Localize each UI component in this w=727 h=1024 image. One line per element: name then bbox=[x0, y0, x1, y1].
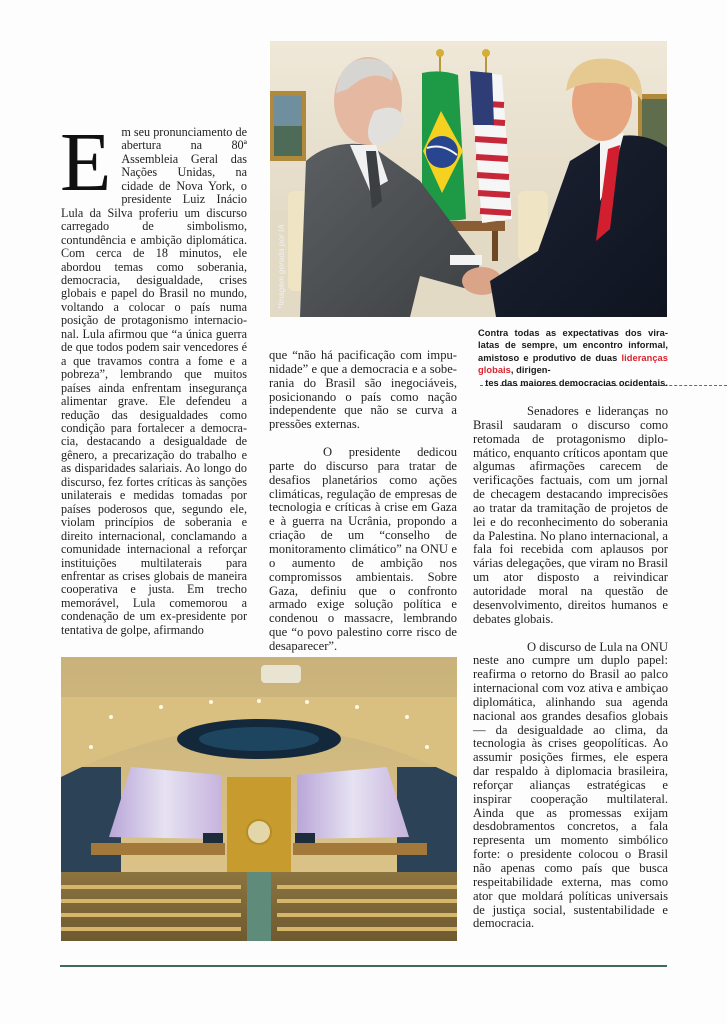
un-assembly-photo bbox=[61, 657, 457, 941]
article-paragraph: O discurso de Lula na ONU neste ano cumpre um duplo papel: reafirma o retorno do Brasil ao palco internacional com voz ativa e ambiçao diplomática, alinhando sua agenda nacional aos grandes desafios globais — da desigualdade ao clima, da tecnologia às crises geopolíticas. Ao assumir posições firmes, ele espera dar respaldo à diplomacia brasileira, reforçar alianças estratégicas e inspirar cooperação multilateral. Ainda que as promessas exijam desdobramentos concretos, a fala representa um momento simbólico forte: o presidente colocou o Brasil não apenas como país que busca respeitabilidade externa, mas como ator que moldará políticas universais de justiça social, sustentabilidade e democracia. bbox=[473, 639, 668, 931]
handshake-photo bbox=[270, 41, 667, 317]
article-paragraph: Senadores e lideranças no Brasil saudaram o discurso como retomada de protagonismo diplomático, enquanto críticos apontam que algumas afirmações carecem de verificações factuais, com um jornal de checagem destacando imprecisões ao tratar da tramitação de projetos de lei e do reconhecimento do soberania da Palestina. No plano internacional, a fala foi recebida com aplausos por várias delegações, que viram no Brasil um ator disposto a reivindicar autoridade moral na questão de desenvolvimento, direitos humanos e debates globais. bbox=[473, 404, 668, 626]
caption-text: Contra todas as expectativas dos vira-latas de sempre, um encontro informal, amistoso e produtivo de duas bbox=[478, 328, 668, 363]
photo-caption bbox=[478, 327, 668, 389]
drop-cap: E bbox=[60, 116, 112, 209]
article-column-3 bbox=[473, 405, 668, 931]
un-emblem bbox=[247, 820, 271, 844]
caption-text: , dirigen- bbox=[510, 365, 551, 376]
article-paragraph: que “não há pacificação com impunidade” e que a democracia e a soberania do Brasil são inegociáveis, posicionando o país como nação independente que não se curva a pressões externas. bbox=[269, 348, 457, 432]
photo-credit: *Imagem gerada por IA bbox=[277, 224, 286, 309]
caption-last-line: tes das maiores democracias ocidentais. bbox=[485, 377, 668, 388]
article-paragraph bbox=[60, 116, 247, 637]
painting-left bbox=[270, 91, 306, 161]
paragraph-text: m seu pronunciamento de abertura na 80ª Assembleia Geral das Nações Unidas, na cidade de Nova York, o presidente Luiz Inácio Lula da Silva proferiu um discurso carregado de simbolismo, contundência e ambição diplomática. Com cerca de 18 minutos, ele abordou temas como soberania, democracia, desigualdade, crises globais e papel do Brasil no mundo, voltando a colocar o país numa posição de protagonismo internacional. Lula afirmou que “a única guerra de que todos podem sair vencedores é a que travamos contra a fome e a pobreza”, lembrando que muitos países ainda enfrentam insegurança alimentar grave. Ele defendeu a redução das desigualdades como condição para fortalecer a democracia, destacando a desigualdade de gênero, a precarização do trabalho e as disparidades salariais. Ao longo do discurso, fez fortes críticas às sanções unilaterais e medidas tomadas por países poderosos que, segundo ele, violam princípios de soberania e direito internacional, conclamando a comunidade internacional a reforçar instituições multilaterais para enfrentar as crises globais de maneira cooperativa e justa. Em trecho memorável, Lula comemorou a condenação de um ex-presidente por tentativa de golpe, afirmando bbox=[61, 125, 247, 637]
bottom-rule bbox=[60, 965, 667, 967]
article-column-2 bbox=[269, 349, 457, 654]
assembly-hall-illustration bbox=[61, 657, 457, 941]
article-paragraph: O presidente dedicou parte do discurso para tratar de desafios planetários como ações climáticas, regulação de empresas de tecnologia e críticas à crise em Gaza e à guerra na Ucrânia, propondo a criação de um “conselho de monitoramento climático” na ONU e o aumento de ambição nos compromissos ambientais. Sobre Gaza, definiu que o confronto armado exige solução política e condenou o massacre, lembrando que “o povo palestino corre risco de desaparecer”. bbox=[269, 445, 457, 653]
handshake-illustration bbox=[270, 41, 667, 317]
article-column-1 bbox=[60, 116, 247, 637]
caption-highlight: lideranças globais bbox=[478, 352, 668, 376]
